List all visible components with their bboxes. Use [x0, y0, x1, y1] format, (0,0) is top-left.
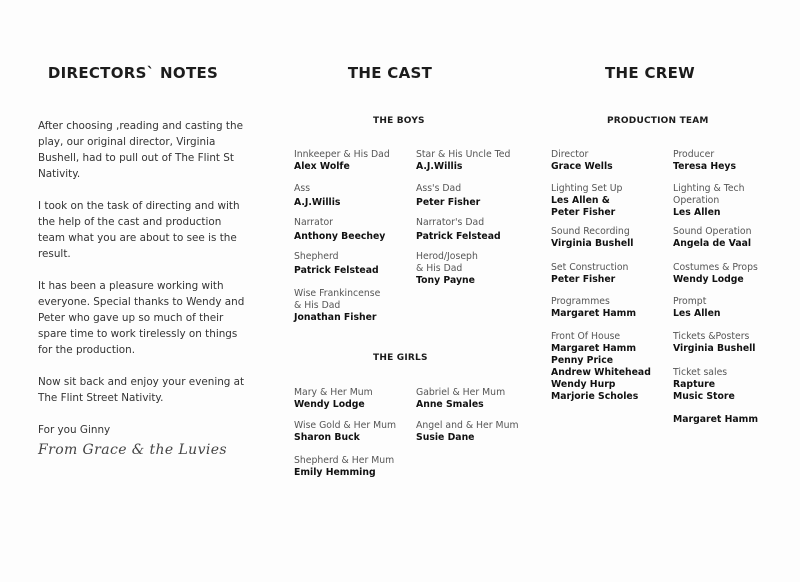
- notes-paragraph: After choosing ,reading and casting the play, our original director, Virginia Bushell, had to pull out of The Flint St Nativity.: [38, 120, 243, 180]
- crew-role: Sound Recording: [551, 226, 630, 237]
- cast-role: Narrator: [294, 217, 333, 228]
- crew-name: Angela de Vaal: [673, 238, 752, 249]
- crew-name: Les Allen: [673, 207, 721, 218]
- crew-role: Director: [551, 149, 589, 160]
- cast-name: Anne Smales: [416, 399, 484, 410]
- crew-entry: [551, 149, 613, 173]
- production-team-heading: PRODUCTION TEAM: [607, 116, 709, 126]
- cast-name: Anthony Beechey: [294, 231, 386, 242]
- cast-entry: [416, 217, 501, 243]
- cast-entry: [416, 149, 510, 173]
- cast-entry: [416, 387, 505, 411]
- directors-notes-body: [38, 118, 248, 458]
- cast-name: Jonathan Fisher: [294, 312, 377, 323]
- crew-entry: [551, 296, 636, 320]
- crew-name: Margaret Hamm: [551, 308, 637, 319]
- cast-role: Shepherd: [294, 251, 339, 262]
- cast-role: Narrator's Dad: [416, 217, 485, 228]
- cast-role: Innkeeper & His Dad: [294, 149, 390, 160]
- cast-entry: [294, 387, 373, 411]
- crew-entry: [673, 367, 735, 403]
- crew-role: Set Construction: [551, 262, 629, 273]
- cast-name: A.J.Willis: [416, 161, 463, 172]
- crew-role: Front Of House: [551, 331, 621, 342]
- crew-name: Virginia Bushell: [551, 238, 634, 249]
- cast-role: Star & His Uncle Ted: [416, 149, 511, 160]
- cast-title: THE CAST: [347, 64, 433, 82]
- crew-role: Lighting & Tech Operation: [673, 183, 745, 206]
- girls-heading: THE GIRLS: [373, 353, 428, 363]
- cast-entry: [416, 420, 519, 444]
- cast-entry: [416, 251, 478, 287]
- cast-entry: [294, 183, 340, 209]
- notes-closing: For you Ginny: [38, 424, 111, 436]
- crew-entry: [673, 331, 756, 355]
- crew-name: Teresa Heys: [673, 161, 737, 172]
- crew-role: Ticket sales: [673, 367, 728, 378]
- crew-role: Sound Operation: [673, 226, 752, 237]
- cast-name: Patrick Felstead: [416, 231, 501, 242]
- cast-name: Wendy Lodge: [294, 399, 365, 410]
- crew-role: Producer: [673, 149, 715, 160]
- signature: From Grace & the Luvies: [38, 442, 228, 458]
- cast-name: Peter Fisher: [416, 197, 481, 208]
- notes-paragraph: I took on the task of directing and with the help of the cast and production team what you are about to see is the result.: [38, 200, 240, 260]
- cast-role: Wise Gold & Her Mum: [294, 420, 397, 431]
- notes-paragraph: It has been a pleasure working with everyone. Special thanks to Wendy and Peter who gave up so much of their spare time to work tirelessly on things for the production.: [38, 280, 245, 356]
- cast-role: Angel and & Her Mum: [416, 420, 519, 431]
- crew-entry: [551, 183, 622, 219]
- crew-name: Grace Wells: [551, 161, 613, 172]
- cast-role: Ass: [294, 183, 311, 194]
- crew-entry: [551, 226, 634, 250]
- crew-name: Rapture Music Store: [673, 379, 735, 402]
- cast-name: Susie Dane: [416, 432, 475, 443]
- crew-entry: [551, 331, 651, 403]
- crew-name: Margaret Hamm Penny Price Andrew Whitehead Wendy Hurp Marjorie Scholes: [551, 343, 651, 402]
- cast-entry: [294, 149, 390, 173]
- boys-heading: THE BOYS: [373, 116, 425, 126]
- crew-role: Tickets &Posters: [673, 331, 750, 342]
- cast-entry: [294, 217, 385, 243]
- crew-name: Virginia Bushell: [673, 343, 756, 354]
- cast-name: Patrick Felstead: [294, 265, 379, 276]
- crew-name: Peter Fisher: [551, 274, 616, 285]
- cast-entry: [294, 288, 380, 324]
- directors-notes-title: DIRECTORS` NOTES: [47, 64, 219, 82]
- cast-name: Emily Hemming: [294, 467, 376, 478]
- crew-name: Les Allen: [673, 308, 721, 319]
- crew-entry: [673, 262, 758, 286]
- notes-paragraph: Now sit back and enjoy your evening at The Flint Street Nativity.: [38, 376, 245, 404]
- crew-role: Lighting Set Up: [551, 183, 623, 194]
- cast-role: Wise Frankincense & His Dad: [294, 288, 381, 311]
- cast-name: Alex Wolfe: [294, 161, 350, 172]
- crew-entry: [673, 296, 721, 320]
- cast-role: Mary & Her Mum: [294, 387, 373, 398]
- crew-name: Margaret Hamm: [673, 414, 759, 425]
- cast-entry: [294, 455, 394, 479]
- cast-name: A.J.Willis: [294, 197, 341, 208]
- cast-entry: [294, 420, 396, 444]
- crew-entry: [551, 262, 628, 286]
- cast-name: Sharon Buck: [294, 432, 360, 443]
- crew-name: Les Allen & Peter Fisher: [551, 195, 616, 218]
- crew-entry: [673, 149, 736, 173]
- cast-entry: [294, 251, 379, 277]
- crew-name: Wendy Lodge: [673, 274, 744, 285]
- cast-role: Herod/Joseph & His Dad: [416, 251, 478, 274]
- cast-role: Gabriel & Her Mum: [416, 387, 506, 398]
- cast-role: Shepherd & Her Mum: [294, 455, 395, 466]
- crew-role: Programmes: [551, 296, 610, 307]
- cast-name: Tony Payne: [416, 275, 475, 286]
- cast-role: Ass's Dad: [416, 183, 462, 194]
- crew-role: Prompt: [673, 296, 707, 307]
- crew-entry: [673, 226, 752, 250]
- crew-title: THE CREW: [604, 64, 695, 82]
- crew-entry: [673, 183, 745, 219]
- crew-entry: [673, 414, 758, 426]
- cast-entry: [416, 183, 480, 209]
- crew-role: Costumes & Props: [673, 262, 758, 273]
